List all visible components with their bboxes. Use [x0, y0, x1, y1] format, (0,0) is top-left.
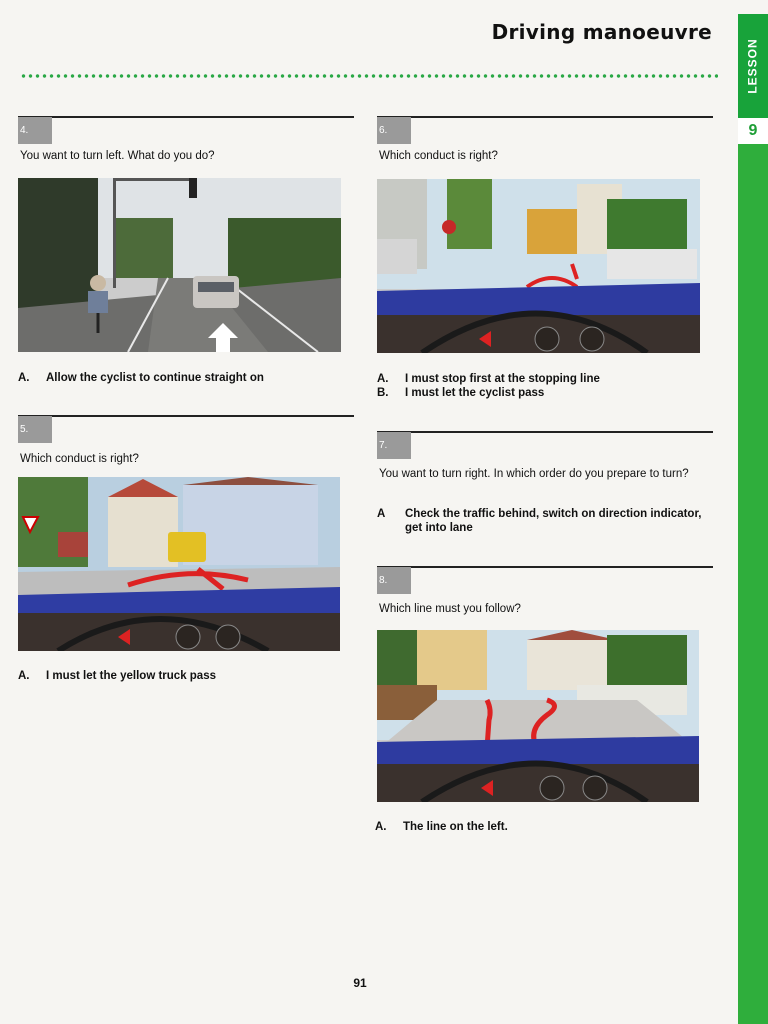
question-5 — [18, 415, 354, 665]
answer-row — [18, 669, 354, 683]
question-number: 6. — [377, 117, 411, 144]
question-text: Which conduct is right? — [20, 453, 139, 465]
question-number: 8. — [377, 567, 411, 594]
question-text: Which conduct is right? — [379, 150, 498, 162]
question-6 — [377, 116, 713, 366]
answer-letter: A. — [375, 821, 387, 833]
page-title: Driving manoeuvre — [491, 20, 712, 44]
answer-row — [18, 371, 354, 385]
question-text: Which line must you follow? — [379, 603, 521, 615]
side-tab-bar — [738, 14, 768, 1024]
photo-stop-line — [377, 179, 700, 353]
photo-road-cyclist — [18, 178, 341, 352]
answer-list-5 — [18, 669, 354, 683]
question-text: You want to turn left. What do you do? — [20, 150, 215, 162]
answer-text: Check the traffic behind, switch on direction indicator, get into lane — [405, 508, 702, 534]
photo-intersection-truck — [18, 477, 340, 651]
answer-text: I must let the cyclist pass — [405, 387, 545, 399]
answer-text: Allow the cyclist to continue straight on — [46, 372, 264, 384]
answer-letter: A. — [377, 373, 389, 385]
question-rule — [18, 116, 354, 118]
answer-row — [377, 507, 713, 535]
answer-text: I must stop first at the stopping line — [405, 373, 600, 385]
question-text: You want to turn right. In which order do you prepare to turn? — [379, 468, 689, 480]
question-number: 7. — [377, 432, 411, 459]
question-rule — [18, 415, 354, 417]
answer-list-8 — [375, 820, 711, 834]
lesson-number: 9 — [738, 118, 768, 144]
answer-list-4 — [18, 371, 354, 385]
lesson-tab — [738, 14, 768, 118]
answer-row — [377, 372, 713, 386]
photo-road-lines — [377, 630, 699, 802]
question-rule — [377, 431, 713, 433]
answer-text: I must let the yellow truck pass — [46, 670, 216, 682]
question-number: 5. — [18, 416, 52, 443]
question-rule — [377, 116, 713, 118]
question-8 — [377, 566, 713, 806]
lesson-label: LESSON — [746, 38, 760, 94]
question-4 — [18, 116, 354, 396]
answer-list-6 — [377, 372, 713, 400]
page-number: 91 — [353, 976, 367, 990]
question-number: 4. — [18, 117, 52, 144]
answer-letter: A. — [18, 670, 30, 682]
answer-letter: B. — [377, 387, 389, 399]
answer-text: The line on the left. — [403, 821, 508, 833]
answer-letter: A — [377, 508, 386, 520]
answer-list-7 — [377, 507, 713, 535]
answer-letter: A. — [18, 372, 30, 384]
answer-row — [375, 820, 711, 834]
answer-row — [377, 386, 713, 400]
question-rule — [377, 566, 713, 568]
dotted-divider — [20, 74, 718, 78]
